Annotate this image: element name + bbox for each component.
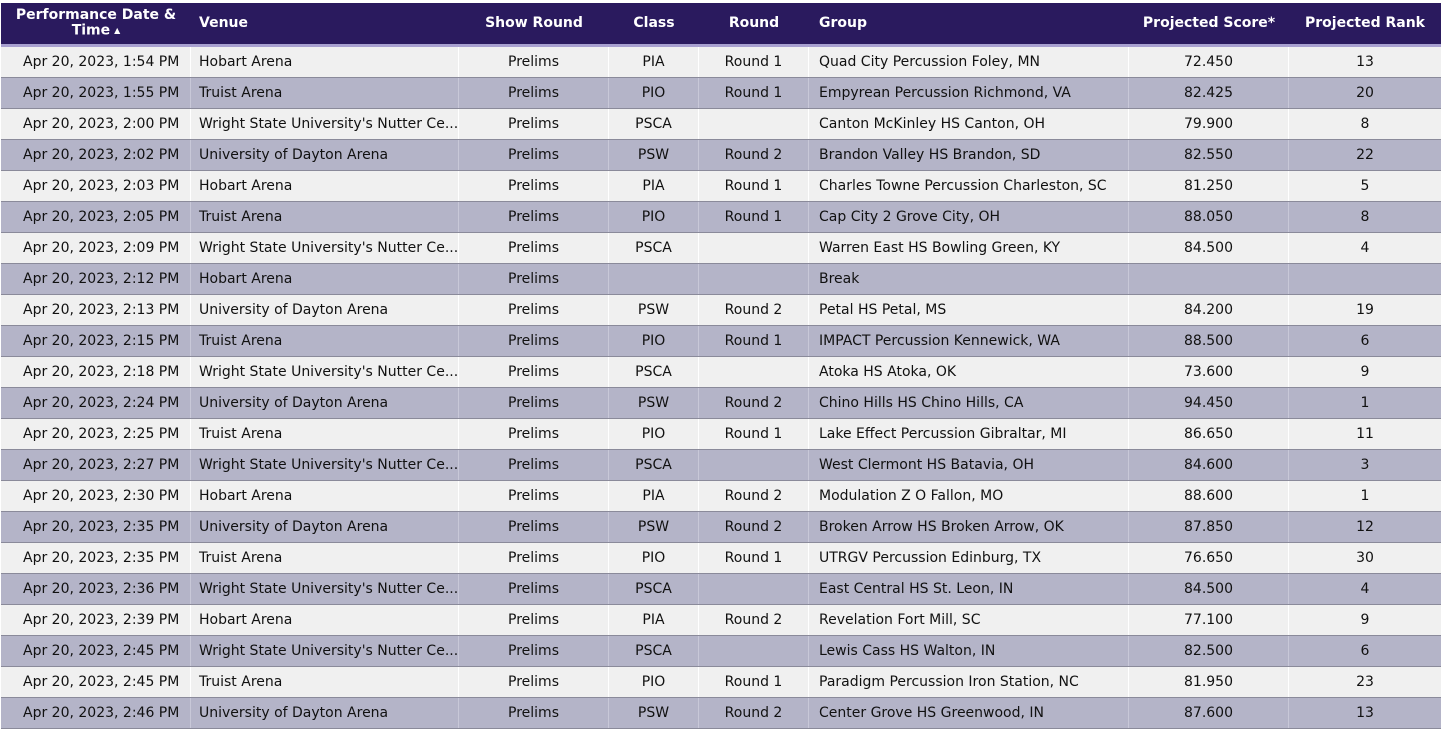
- cell-projected-score: 94.450: [1129, 388, 1289, 418]
- cell-class: PIA: [609, 605, 699, 635]
- cell-group: Warren East HS Bowling Green, KY: [809, 233, 1129, 263]
- cell-round: Round 2: [699, 512, 809, 542]
- cell-date: Apr 20, 2023, 2:45 PM: [1, 636, 191, 666]
- table-row[interactable]: [1, 78, 1441, 109]
- cell-class: PSCA: [609, 357, 699, 387]
- cell-class: PSW: [609, 140, 699, 170]
- cell-projected-rank: 9: [1360, 364, 1370, 380]
- cell-venue: University of Dayton Arena: [191, 140, 459, 170]
- cell-projected-rank: 8: [1360, 116, 1370, 132]
- table-row[interactable]: [1, 171, 1441, 202]
- cell-projected-score: 87.600: [1129, 698, 1289, 728]
- table-row[interactable]: [1, 636, 1441, 667]
- cell-round: Round 1: [699, 419, 809, 449]
- cell-show-round: Prelims: [459, 47, 609, 77]
- cell-round: Round 2: [699, 295, 809, 325]
- cell-venue: Wright State University's Nutter Ce...: [191, 109, 459, 139]
- cell-date: Apr 20, 2023, 2:05 PM: [1, 202, 191, 232]
- cell-projected-rank: 12: [1356, 519, 1374, 535]
- cell-round: Round 2: [699, 388, 809, 418]
- cell-group: Petal HS Petal, MS: [809, 295, 1129, 325]
- cell-venue: Wright State University's Nutter Ce...: [191, 574, 459, 604]
- cell-show-round: Prelims: [459, 512, 609, 542]
- table-row[interactable]: [1, 481, 1441, 512]
- cell-projected-rank: 4: [1360, 581, 1370, 597]
- cell-projected-rank: 23: [1356, 674, 1374, 690]
- cell-projected-score: 76.650: [1129, 543, 1289, 573]
- table-row[interactable]: [1, 667, 1441, 698]
- cell-date: Apr 20, 2023, 1:54 PM: [1, 47, 191, 77]
- cell-class: PIO: [609, 78, 699, 108]
- cell-venue: University of Dayton Arena: [191, 512, 459, 542]
- cell-date: Apr 20, 2023, 2:03 PM: [1, 171, 191, 201]
- cell-show-round: Prelims: [459, 171, 609, 201]
- table-row[interactable]: [1, 450, 1441, 481]
- cell-projected-score: [1129, 264, 1289, 294]
- cell-group: Canton McKinley HS Canton, OH: [809, 109, 1129, 139]
- cell-venue: Truist Arena: [191, 78, 459, 108]
- cell-group: Charles Towne Percussion Charleston, SC: [809, 171, 1129, 201]
- cell-venue: Hobart Arena: [191, 605, 459, 635]
- cell-date: Apr 20, 2023, 2:27 PM: [1, 450, 191, 480]
- cell-projected-score: 82.550: [1129, 140, 1289, 170]
- cell-projected-score: 73.600: [1129, 357, 1289, 387]
- cell-show-round: Prelims: [459, 357, 609, 387]
- cell-show-round: Prelims: [459, 450, 609, 480]
- cell-projected-score: 77.100: [1129, 605, 1289, 635]
- column-header-venue[interactable]: Venue: [199, 15, 248, 31]
- table-row[interactable]: [1, 264, 1441, 295]
- cell-round: [699, 450, 809, 480]
- cell-date: Apr 20, 2023, 1:55 PM: [1, 78, 191, 108]
- cell-group: Broken Arrow HS Broken Arrow, OK: [809, 512, 1129, 542]
- cell-show-round: Prelims: [459, 109, 609, 139]
- cell-round: [699, 109, 809, 139]
- column-header-date-line2: Time: [71, 22, 111, 39]
- cell-venue: University of Dayton Arena: [191, 698, 459, 728]
- cell-date: Apr 20, 2023, 2:45 PM: [1, 667, 191, 697]
- cell-group: Chino Hills HS Chino Hills, CA: [809, 388, 1129, 418]
- table-row[interactable]: [1, 326, 1441, 357]
- cell-projected-rank: 1: [1360, 395, 1370, 411]
- cell-round: Round 1: [699, 78, 809, 108]
- cell-show-round: Prelims: [459, 295, 609, 325]
- table-row[interactable]: [1, 233, 1441, 264]
- cell-projected-score: 86.650: [1129, 419, 1289, 449]
- cell-date: Apr 20, 2023, 2:35 PM: [1, 543, 191, 573]
- column-header-date-line2-wrap: [72, 23, 121, 39]
- cell-date: Apr 20, 2023, 2:35 PM: [1, 512, 191, 542]
- cell-round: Round 1: [699, 326, 809, 356]
- cell-show-round: Prelims: [459, 667, 609, 697]
- cell-class: PSCA: [609, 636, 699, 666]
- cell-class: PSW: [609, 698, 699, 728]
- cell-class: PIO: [609, 543, 699, 573]
- cell-round: Round 1: [699, 202, 809, 232]
- cell-show-round: Prelims: [459, 481, 609, 511]
- cell-round: Round 2: [699, 140, 809, 170]
- cell-class: PIO: [609, 202, 699, 232]
- cell-round: [699, 264, 809, 294]
- cell-venue: University of Dayton Arena: [191, 295, 459, 325]
- cell-projected-score: 84.200: [1129, 295, 1289, 325]
- table-row[interactable]: [1, 543, 1441, 574]
- cell-projected-score: 79.900: [1129, 109, 1289, 139]
- cell-date: Apr 20, 2023, 2:00 PM: [1, 109, 191, 139]
- cell-group: Atoka HS Atoka, OK: [809, 357, 1129, 387]
- cell-venue: Truist Arena: [191, 543, 459, 573]
- cell-projected-rank: 9: [1360, 612, 1370, 628]
- table-header: [1, 3, 1441, 47]
- cell-show-round: Prelims: [459, 698, 609, 728]
- cell-projected-score: 84.500: [1129, 574, 1289, 604]
- cell-class: PIA: [609, 47, 699, 77]
- table-row[interactable]: [1, 512, 1441, 543]
- cell-date: Apr 20, 2023, 2:25 PM: [1, 419, 191, 449]
- cell-group: West Clermont HS Batavia, OH: [809, 450, 1129, 480]
- cell-show-round: Prelims: [459, 140, 609, 170]
- cell-venue: Wright State University's Nutter Ce...: [191, 233, 459, 263]
- table-row[interactable]: [1, 140, 1441, 171]
- cell-show-round: Prelims: [459, 326, 609, 356]
- cell-projected-score: 82.500: [1129, 636, 1289, 666]
- cell-projected-rank: 13: [1356, 705, 1374, 721]
- table-body: [1, 47, 1441, 729]
- cell-class: PSW: [609, 512, 699, 542]
- cell-date: Apr 20, 2023, 2:36 PM: [1, 574, 191, 604]
- cell-class: PIO: [609, 419, 699, 449]
- table-row[interactable]: [1, 202, 1441, 233]
- cell-group: Paradigm Percussion Iron Station, NC: [809, 667, 1129, 697]
- cell-group: Break: [809, 264, 1129, 294]
- cell-date: Apr 20, 2023, 2:15 PM: [1, 326, 191, 356]
- table-row[interactable]: [1, 295, 1441, 326]
- cell-projected-score: 87.850: [1129, 512, 1289, 542]
- cell-date: Apr 20, 2023, 2:13 PM: [1, 295, 191, 325]
- column-header-projected-rank[interactable]: Projected Rank: [1305, 15, 1425, 31]
- cell-group: Cap City 2 Grove City, OH: [809, 202, 1129, 232]
- table-row[interactable]: [1, 698, 1441, 729]
- cell-class: PIA: [609, 171, 699, 201]
- cell-date: Apr 20, 2023, 2:12 PM: [1, 264, 191, 294]
- cell-round: [699, 233, 809, 263]
- column-header-class[interactable]: Class: [633, 15, 675, 31]
- cell-venue: Hobart Arena: [191, 481, 459, 511]
- column-header-projected-score[interactable]: Projected Score*: [1142, 15, 1276, 31]
- cell-class: PSW: [609, 388, 699, 418]
- cell-projected-score: 81.950: [1129, 667, 1289, 697]
- cell-round: Round 2: [699, 481, 809, 511]
- cell-projected-score: 82.425: [1129, 78, 1289, 108]
- cell-round: Round 1: [699, 543, 809, 573]
- cell-projected-score: 88.500: [1129, 326, 1289, 356]
- cell-show-round: Prelims: [459, 419, 609, 449]
- table-row[interactable]: [1, 574, 1441, 605]
- cell-projected-rank: 8: [1360, 209, 1370, 225]
- cell-class: PIO: [609, 326, 699, 356]
- cell-venue: Truist Arena: [191, 419, 459, 449]
- cell-round: Round 2: [699, 605, 809, 635]
- cell-round: Round 1: [699, 171, 809, 201]
- cell-venue: Hobart Arena: [191, 264, 459, 294]
- cell-show-round: Prelims: [459, 233, 609, 263]
- column-header-round[interactable]: Round: [728, 15, 780, 31]
- cell-round: [699, 357, 809, 387]
- cell-projected-rank: 20: [1356, 85, 1374, 101]
- cell-show-round: Prelims: [459, 636, 609, 666]
- cell-class: PSW: [609, 295, 699, 325]
- cell-projected-rank: 5: [1360, 178, 1370, 194]
- cell-round: Round 1: [699, 667, 809, 697]
- cell-projected-rank: 11: [1356, 426, 1374, 442]
- cell-show-round: Prelims: [459, 78, 609, 108]
- cell-date: Apr 20, 2023, 2:39 PM: [1, 605, 191, 635]
- cell-projected-score: 81.250: [1129, 171, 1289, 201]
- cell-show-round: Prelims: [459, 543, 609, 573]
- cell-venue: Wright State University's Nutter Ce...: [191, 636, 459, 666]
- cell-class: PSCA: [609, 450, 699, 480]
- cell-projected-rank: 22: [1356, 147, 1374, 163]
- table-row[interactable]: [1, 605, 1441, 636]
- cell-projected-rank: 6: [1360, 643, 1370, 659]
- cell-group: East Central HS St. Leon, IN: [809, 574, 1129, 604]
- cell-venue: University of Dayton Arena: [191, 388, 459, 418]
- cell-group: Revelation Fort Mill, SC: [809, 605, 1129, 635]
- cell-projected-rank: [1289, 264, 1441, 294]
- cell-group: Empyrean Percussion Richmond, VA: [809, 78, 1129, 108]
- cell-show-round: Prelims: [459, 264, 609, 294]
- cell-venue: Hobart Arena: [191, 171, 459, 201]
- cell-venue: Wright State University's Nutter Ce...: [191, 450, 459, 480]
- cell-show-round: Prelims: [459, 574, 609, 604]
- schedule-table: [1, 3, 1441, 729]
- cell-projected-rank: 4: [1360, 240, 1370, 256]
- cell-venue: Truist Arena: [191, 667, 459, 697]
- column-header-date[interactable]: [1, 3, 191, 44]
- cell-group: Lake Effect Percussion Gibraltar, MI: [809, 419, 1129, 449]
- cell-projected-score: 72.450: [1129, 47, 1289, 77]
- column-header-show-round[interactable]: Show Round: [485, 15, 583, 31]
- cell-date: Apr 20, 2023, 2:24 PM: [1, 388, 191, 418]
- cell-group: Brandon Valley HS Brandon, SD: [809, 140, 1129, 170]
- cell-round: [699, 636, 809, 666]
- cell-group: Lewis Cass HS Walton, IN: [809, 636, 1129, 666]
- table-row[interactable]: [1, 419, 1441, 450]
- table-row[interactable]: [1, 109, 1441, 140]
- cell-date: Apr 20, 2023, 2:02 PM: [1, 140, 191, 170]
- cell-projected-score: 88.050: [1129, 202, 1289, 232]
- table-row[interactable]: [1, 388, 1441, 419]
- cell-projected-rank: 13: [1356, 54, 1374, 70]
- table-row[interactable]: [1, 47, 1441, 78]
- cell-projected-rank: 19: [1356, 302, 1374, 318]
- cell-projected-rank: 30: [1356, 550, 1374, 566]
- cell-venue: Truist Arena: [191, 202, 459, 232]
- cell-projected-rank: 6: [1360, 333, 1370, 349]
- cell-group: Modulation Z O Fallon, MO: [809, 481, 1129, 511]
- cell-show-round: Prelims: [459, 388, 609, 418]
- cell-date: Apr 20, 2023, 2:18 PM: [1, 357, 191, 387]
- cell-date: Apr 20, 2023, 2:30 PM: [1, 481, 191, 511]
- cell-group: Center Grove HS Greenwood, IN: [809, 698, 1129, 728]
- cell-projected-score: 84.500: [1129, 233, 1289, 263]
- cell-class: PSCA: [609, 233, 699, 263]
- cell-show-round: Prelims: [459, 202, 609, 232]
- cell-class: PIO: [609, 667, 699, 697]
- cell-venue: Hobart Arena: [191, 47, 459, 77]
- column-header-date-line1: Performance Date &: [15, 7, 177, 24]
- cell-group: Quad City Percussion Foley, MN: [809, 47, 1129, 77]
- cell-round: Round 1: [699, 47, 809, 77]
- cell-venue: Wright State University's Nutter Ce...: [191, 357, 459, 387]
- cell-group: UTRGV Percussion Edinburg, TX: [809, 543, 1129, 573]
- cell-projected-score: 88.600: [1129, 481, 1289, 511]
- cell-date: Apr 20, 2023, 2:09 PM: [1, 233, 191, 263]
- cell-class: PSCA: [609, 109, 699, 139]
- table-row[interactable]: [1, 357, 1441, 388]
- column-header-group[interactable]: Group: [819, 15, 868, 31]
- cell-round: Round 2: [699, 698, 809, 728]
- cell-date: Apr 20, 2023, 2:46 PM: [1, 698, 191, 728]
- cell-class: PIA: [609, 481, 699, 511]
- cell-venue: Truist Arena: [191, 326, 459, 356]
- cell-show-round: Prelims: [459, 605, 609, 635]
- cell-round: [699, 574, 809, 604]
- cell-group: IMPACT Percussion Kennewick, WA: [809, 326, 1129, 356]
- sort-ascending-icon[interactable]: ▲: [114, 26, 121, 36]
- cell-class: [609, 264, 699, 294]
- cell-projected-rank: 3: [1360, 457, 1370, 473]
- cell-projected-rank: 1: [1360, 488, 1370, 504]
- cell-class: PSCA: [609, 574, 699, 604]
- cell-projected-score: 84.600: [1129, 450, 1289, 480]
